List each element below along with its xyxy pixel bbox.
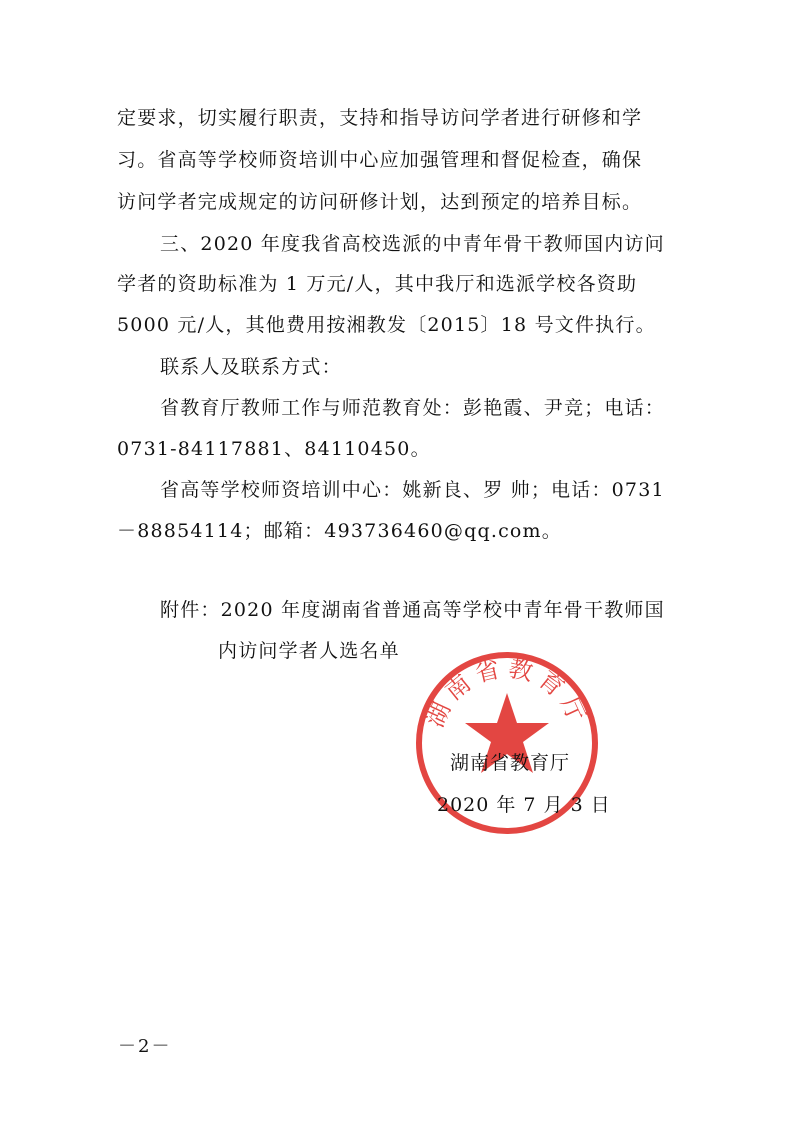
body-line-3: 访问学者完成规定的访问研修计划，达到预定的培养目标。: [117, 191, 643, 213]
body-line-6: 5000 元/人，其他费用按湘教发〔2015〕18 号文件执行。: [117, 314, 656, 336]
attachment-line-1: 附件：2020 年度湖南省普通高等学校中青年骨干教师国: [160, 599, 665, 621]
signature-date: 2020 年 7 月 3 日: [437, 794, 611, 816]
contact-line-1: 省教育厅教师工作与师范教育处：彭艳霞、尹竞；电话：: [160, 397, 666, 419]
body-line-5: 学者的资助标准为 1 万元/人，其中我厅和选派学校各资助: [117, 273, 638, 295]
attachment-line-2: 内访问学者人选名单: [218, 640, 400, 662]
signature-org: 湖南省教育厅: [450, 752, 571, 774]
contact-line-2: 0731-84117881、84110450。: [117, 438, 431, 460]
contact-line-3: 省高等学校师资培训中心：姚新良、罗 帅；电话：0731: [160, 479, 665, 501]
body-line-1: 定要求，切实履行职责，支持和指导访问学者进行研修和学: [117, 107, 643, 129]
contact-heading: 联系人及联系方式：: [160, 356, 342, 378]
contact-line-4: －88854114；邮箱：493736460@qq.com。: [117, 520, 562, 542]
body-line-4: 三、2020 年度我省高校选派的中青年骨干教师国内访问: [160, 233, 665, 255]
seal-text: 湖南省教育厅: [420, 653, 594, 732]
page-number: －2－: [118, 1036, 172, 1057]
body-line-2: 习。省高等学校师资培训中心应加强管理和督促检查，确保: [117, 149, 643, 171]
